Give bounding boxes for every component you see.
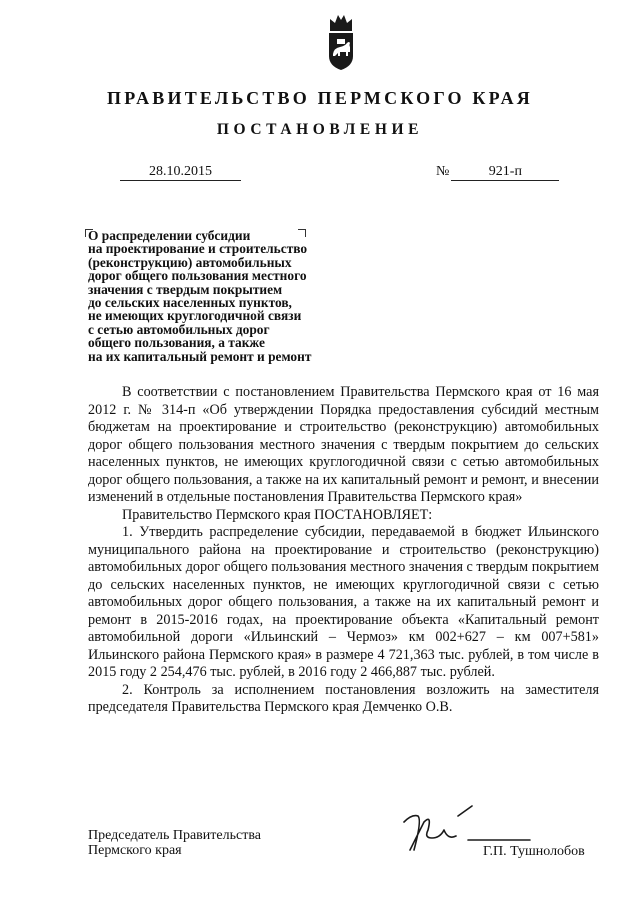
subject-line: общего пользования, а также (88, 335, 265, 351)
subject-heading (88, 229, 358, 363)
subject-line: (реконструкцию) автомобильных (88, 254, 292, 270)
signatory-position-line: Пермского края (88, 843, 182, 858)
signatory-position-line: Председатель Правительства (88, 828, 261, 843)
subject-line: значения с твердым покрытием (88, 281, 283, 297)
subject-line: с сетью автомобильных дорог (88, 321, 270, 337)
resolution-paragraph: Правительство Пермского края ПОСТАНОВЛЯЕТ: (122, 506, 433, 523)
document-date: 28.10.2015 (120, 163, 241, 181)
subject-line: на их капитальный ремонт и ремонт (88, 348, 312, 364)
coat-of-arms-icon (321, 12, 361, 72)
document-body (88, 384, 599, 717)
subject-line: не имеющих круглогодичной связи (88, 308, 302, 324)
organization-title: ПРАВИТЕЛЬСТВО ПЕРМСКОГО КРАЯ (107, 88, 533, 108)
subject-line: О распределении субсидии (88, 228, 251, 243)
number-sign: № (436, 164, 450, 179)
preamble-paragraph: В соответствии с постановлением Правительства Пермского края от 16 мая 2012 г. № 314-п «Об утверждении Порядка предоставления субсидий местным бюджетам на проектирование и строительство (реконструкцию) автомобильных дорог общего пользования местного значения с твердым покрытием до сельских населенных пунктов, не имеющих круглогодичной связи с сетью автомобильных дорог общего пользования, а также на их капитальный ремонт и ремонт, и внесении изменений в отдельные постановления Правительства Пермского края» (88, 384, 599, 505)
subject-line: на проектирование и строительство (88, 241, 308, 257)
signatory-position (88, 828, 261, 858)
signatory-name: Г.П. Тушнолобов (483, 844, 585, 859)
subject-line: до сельских населенных пунктов, (88, 294, 292, 310)
document-number (436, 163, 559, 181)
document-number-value: 921-п (451, 163, 559, 181)
clause-1-paragraph: 1. Утвердить распределение субсидии, передаваемой в бюджет Ильинского муниципального района на проектирование и строительство (реконструкцию) автомобильных дорог общего пользования местного значения с твердым покрытием до сельских населенных пунктов, не имеющих круглогодичной связи с сетью автомобильных дорог общего пользования, а также на их капитальный ремонт и ремонт в 2015-2016 годах, на проектирование объекта «Капитальный ремонт автомобильной дороги «Ильинский – Чермоз» км 002+627 – км 007+581» Ильинского района Пермского края» в размере 4 721,363 тыс. рублей, в том числе в 2015 году 2 254,476 тыс. рублей, в 2016 году 2 466,887 тыс. рублей. (88, 524, 599, 680)
subject-line: дорог общего пользования местного (88, 268, 307, 284)
document-type: ПОСТАНОВЛЕНИЕ (216, 121, 424, 138)
clause-2-paragraph: 2. Контроль за исполнением постановления возложить на заместителя председателя Правительства Пермского края Демченко О.В. (88, 681, 599, 715)
